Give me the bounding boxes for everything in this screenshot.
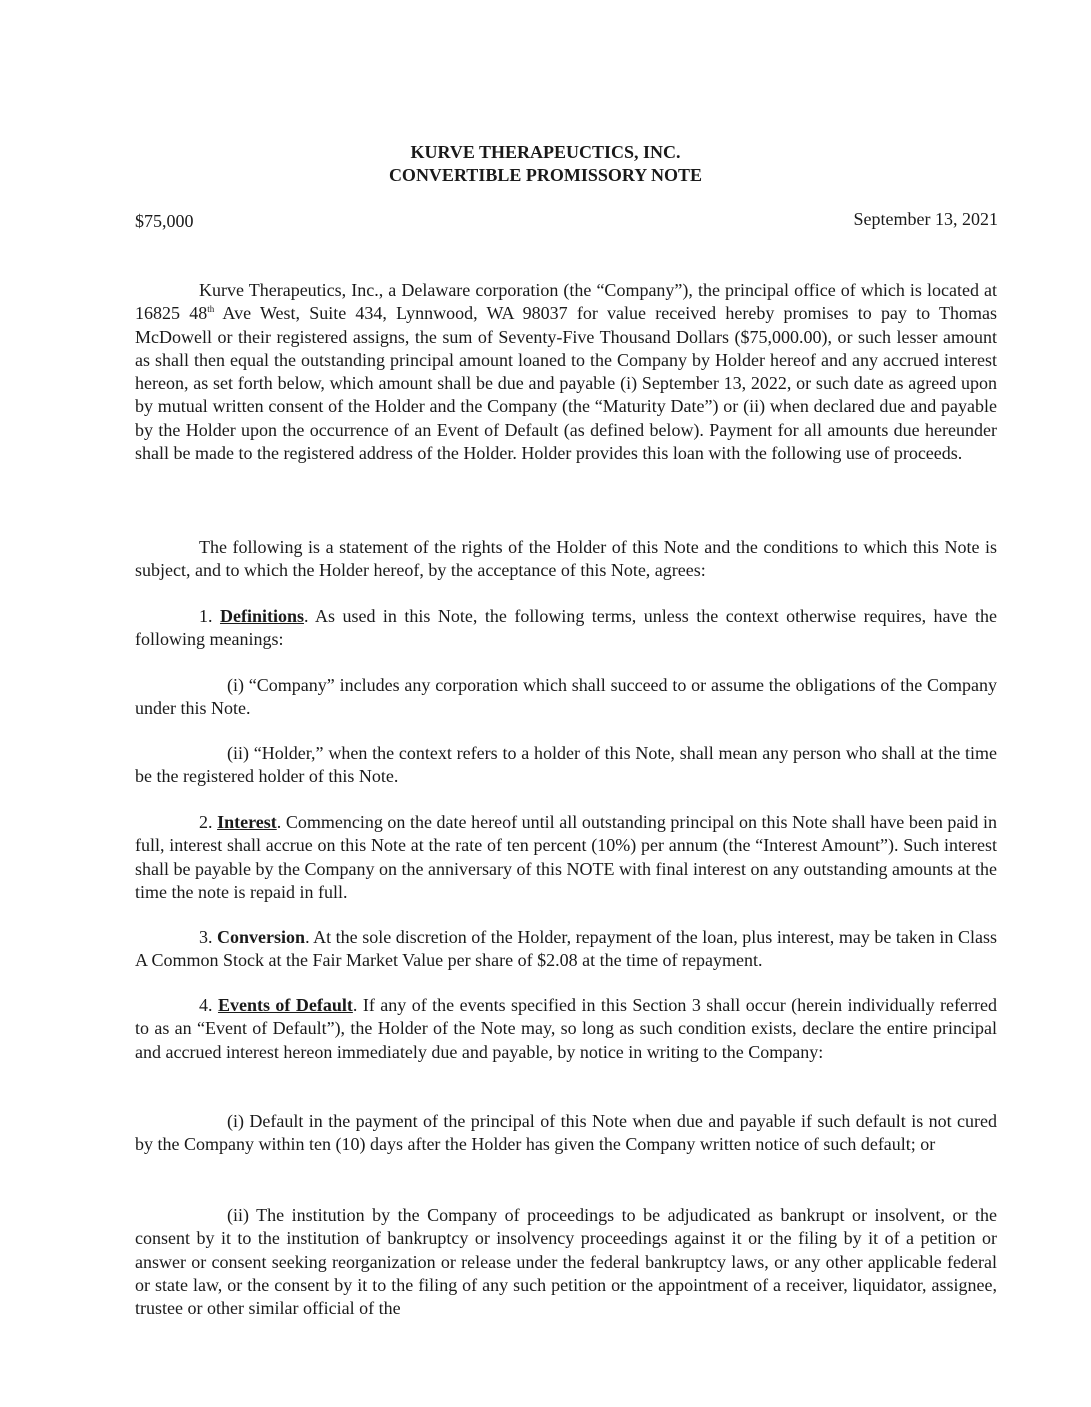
section-heading: Events of Default [217, 995, 353, 1015]
company-name: KURVE THERAPEUCTICS, INC. [410, 142, 681, 162]
section-conversion: 3. Conversion. At the sole discretion of the Holder, repayment of the loan, plus interest, may be taken in Class A Common Stock at the Fair Market Value per share of $2.08 at the time of repayment. [135, 927, 997, 971]
section-interest: 2. Interest. Commencing on the date hereof until all outstanding principal on this Note shall have been paid in full, interest shall accrue on this Note at the rate of ten percent (10%) per annum (the “Interest Amount”). Such interest shall be payable by the Company on the anniversary of this NOTE with final interest on any outstanding amounts at the time the note is repaid in full. [135, 812, 997, 902]
intro-paragraph: Kurve Therapeutics, Inc., a Delaware corporation (the “Company”), the principal office of which is located at 16825 48th Ave West, Suite 434, Lynnwood, WA 98037 for value received hereby promises to pay to Thomas McDowell or their registered assigns, the sum of Seventy-Five Thousand Dollars ($75,000.00), or such lesser amount as shall then equal the outstanding principal amount loaned to the Company by Holder hereof and any accrued interest hereon, as set forth below, which amount shall be due and payable (i) September 13, 2022, or such date as agreed upon by mutual written consent of the Holder and the Company (the “Maturity Date”) or (ii) when declared due and payable by the Holder upon the occurrence of an Event of Default (as defined below). Payment for all amounts due hereunder shall be made to the registered address of the Holder. Holder provides this loan with the following use of proceeds. [135, 280, 997, 464]
document-title: CONVERTIBLE PROMISSORY NOTE [388, 165, 703, 185]
section-heading: Conversion [217, 927, 306, 947]
section-heading: Definitions [219, 606, 304, 626]
default-bankruptcy: (ii) The institution by the Company of proceedings to be adjudicated as bankrupt or insolvent, or the consent by it to the institution of bankruptcy or insolvency proceedings against it or the filing by it of a petition or answer or consent seeking reorganization or release under the federal bankruptcy laws, or any other applicable federal or state law, or the consent by it to the filing of any such petition or the appointment of a receiver, liquidator, assignee, trustee or other similar official of the [135, 1205, 997, 1319]
default-payment: (i) Default in the payment of the principal of this Note when due and payable if such default is not cured by the Company within ten (10) days after the Holder has given the Company written notice of such default; or [135, 1111, 997, 1155]
section-events-of-default: 4. Events of Default. If any of the events specified in this Section 3 shall occur (herein individually referred to as an “Event of Default”), the Holder of the Note may, so long as such condition exists, declare the entire principal and accrued interest hereon immediately due and payable, by notice in writing to the Company: [135, 995, 997, 1062]
definition-holder: (ii) “Holder,” when the context refers to a holder of this Note, shall mean any person who shall at the time be the registered holder of this Note. [135, 743, 997, 787]
section-heading: Interest [217, 812, 277, 832]
definition-company: (i) “Company” includes any corporation which shall succeed to or assume the obligations of the Company under this Note. [135, 675, 997, 719]
section-definitions: 1. Definitions. As used in this Note, the following terms, unless the context otherwise requires, have the following meanings: [135, 606, 998, 650]
note-amount: $75,000 [135, 211, 194, 231]
note-date: September 13, 2021 [853, 209, 998, 229]
statement-paragraph: The following is a statement of the rights of the Holder of this Note and the conditions to which this Note is subject, and to which the Holder hereof, by the acceptance of this Note, agrees: [135, 537, 997, 581]
